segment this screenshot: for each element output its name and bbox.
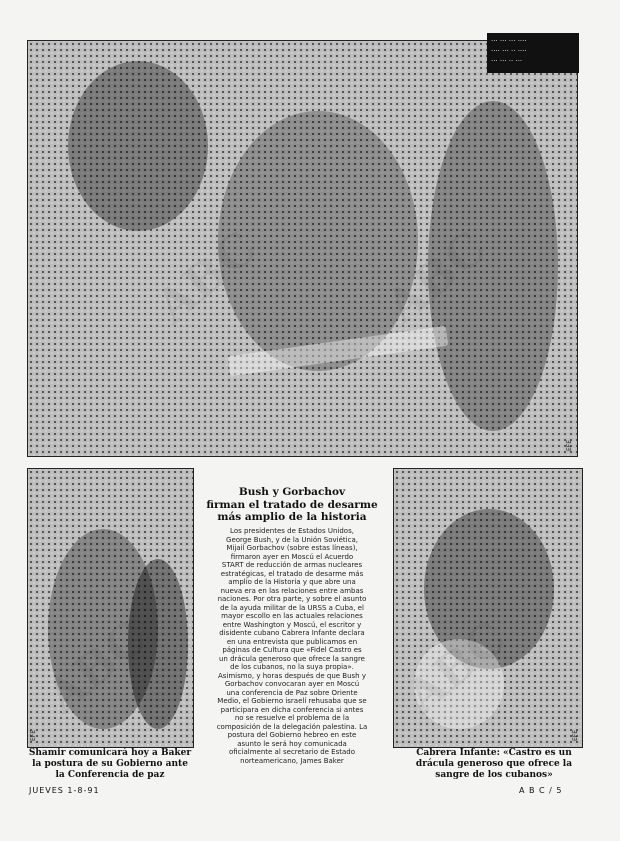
headline-line: más amplio de la historia — [217, 511, 367, 523]
photo-figure-right — [428, 101, 558, 431]
photo-figure-center — [218, 111, 418, 371]
shamir-photo — [27, 468, 194, 748]
body-line: no se resuelve el problema de la — [234, 714, 350, 722]
folio-date: JUEVES 1-8-91 — [29, 786, 100, 795]
body-line: mayor escollo en las actuales relaciones — [221, 612, 363, 620]
photo-hand — [414, 639, 504, 729]
body-line: START de reducción de armas nucleares — [221, 561, 363, 569]
body-line: Los presidentes de Estados Unidos, — [230, 527, 354, 535]
body-line: Medio, el Gobierno israelí rehusaba que se — [217, 697, 367, 705]
body-line: amplio de la Historia y que abre una — [228, 578, 356, 586]
credit-line: ···· ··· ·· ···· — [491, 47, 527, 55]
body-line: asunto le será hoy comunicada — [237, 739, 347, 748]
body-line: páginas de Cultura que «Fidel Castro es — [222, 646, 362, 654]
headline-line: Bush y Gorbachov — [238, 486, 346, 498]
body-line: composición de la delegación palestina. La — [216, 722, 368, 731]
body-line: firmaron ayer en Moscú el Acuerdo — [230, 552, 354, 561]
body-line: Gorbachov convocaran ayer en Moscú — [224, 680, 360, 688]
body-line: un drácula generoso que ofrece la sangre — [219, 654, 365, 663]
caption-cabrera-infante: Cabrera Infante: «Castro es un drácula generoso que ofrece la sangre de los cubanos» — [415, 748, 573, 780]
body-line: de los cubanos, no la suya propia». — [230, 663, 354, 671]
body-line: nueva era en las relaciones entre ambas — [220, 586, 364, 595]
cabrera-infante-photo — [393, 468, 583, 748]
photo-credit-side: EFE — [566, 440, 573, 452]
article-body — [200, 527, 384, 765]
article-headline — [202, 486, 382, 524]
body-line: postura del Gobierno hebreo en este — [227, 731, 357, 739]
headline-line: firman el tratado de desarme — [206, 498, 378, 511]
body-line: oficialmente al secretario de Estado — [228, 748, 356, 756]
photo-credit-side: EFE — [30, 730, 37, 742]
body-line: Asimismo, y horas después de que Bush y — [217, 671, 366, 680]
body-line: participara en dicha conferencia si antes — [220, 705, 364, 714]
body-line: Mijail Gorbachov (sobre estas líneas), — [226, 544, 358, 552]
credit-line: ··· ··· ·· ··· — [491, 57, 523, 65]
photo-credit-side: EFE — [572, 730, 579, 742]
body-line: entre Washington y Moscú, el escritor y — [222, 620, 362, 629]
body-line: una conferencia de Paz sobre Oriente — [226, 688, 358, 697]
folio-page-number: A B C / 5 — [519, 786, 563, 795]
body-line: de la ayuda militar de la URSS a Cuba, el — [220, 603, 364, 612]
photo-figure — [128, 559, 188, 729]
photo-credit-box — [487, 33, 579, 73]
credit-line: ··· ··· ··· ···· — [491, 37, 527, 45]
body-line: norteamericano, James Baker — [240, 756, 344, 765]
body-line: naciones. Por otra parte, y sobre el asunto — [217, 595, 367, 603]
main-photo-bush-gorbachov — [27, 40, 578, 457]
body-line: George Bush, y de la Unión Soviética, — [226, 535, 358, 544]
body-line: disidente cubano Cabrera Infante declara — [219, 629, 365, 637]
body-line: en una entrevista que publicamos en — [226, 637, 358, 646]
caption-shamir: Shamir comunicará hoy a Baker la postura de su Gobierno ante la Conferencia de paz — [28, 748, 192, 780]
photo-figure-left — [68, 61, 208, 231]
body-line: estratégicas, el tratado de desarme más — [220, 569, 364, 578]
